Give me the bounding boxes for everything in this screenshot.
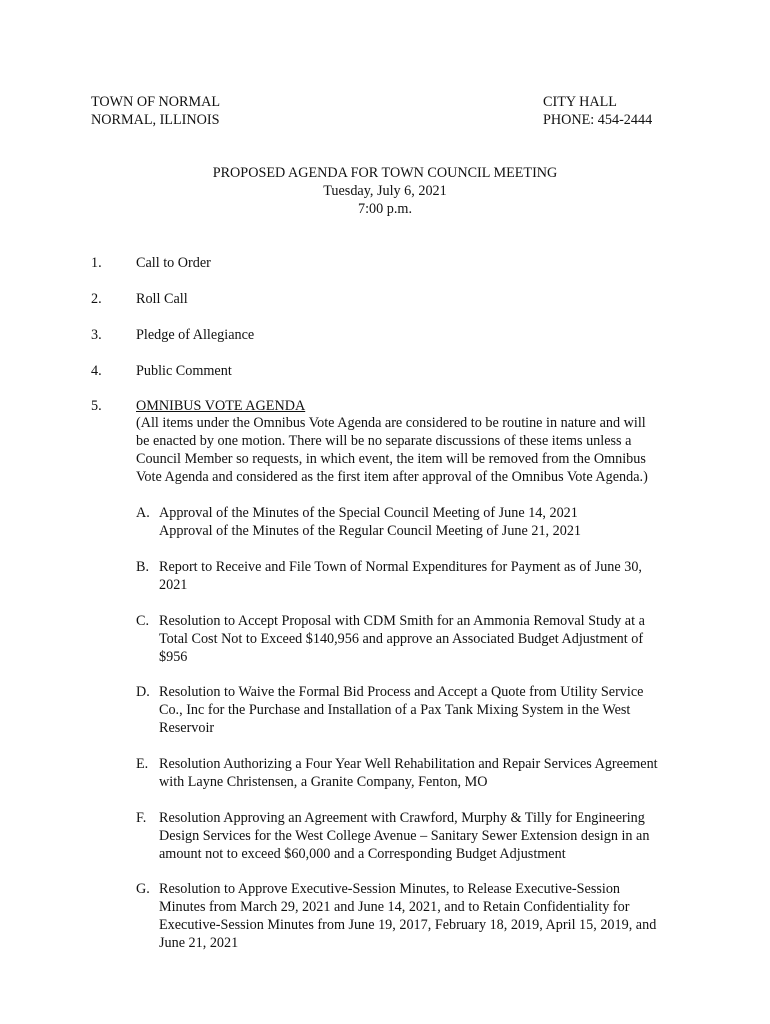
item-line: Resolution to Approve Executive-Session Minutes, to Release Executive-Session — [159, 881, 621, 897]
item-number: 4. — [91, 363, 102, 379]
description-line: (All items under the Omnibus Vote Agenda are considered to be routine in nature and will — [136, 415, 646, 431]
item-line: June 21, 2021 — [159, 935, 239, 951]
item-line: with Layne Christensen, a Granite Company, Fenton, MO — [159, 774, 488, 790]
item-line: $956 — [159, 649, 188, 665]
item-line: Resolution Approving an Agreement with Crawford, Murphy & Tilly for Engineering — [159, 810, 645, 826]
item-letter: F. — [136, 810, 147, 826]
item-text: Public Comment — [136, 363, 232, 379]
item-number: 1. — [91, 255, 102, 271]
item-line: Resolution to Waive the Formal Bid Process and Accept a Quote from Utility Service — [159, 684, 644, 700]
agenda-title-block — [0, 164, 770, 218]
item-number: 2. — [91, 291, 102, 307]
agenda-title: PROPOSED AGENDA FOR TOWN COUNCIL MEETING — [212, 165, 558, 181]
item-line: Resolution to Accept Proposal with CDM Smith for an Ammonia Removal Study at a — [159, 613, 645, 629]
item-letter: G. — [136, 881, 150, 897]
header-left — [91, 93, 220, 129]
header-right — [543, 93, 652, 129]
item-letter: A. — [136, 505, 150, 521]
item-line: Design Services for the West College Avenue – Sanitary Sewer Extension design in an — [159, 828, 650, 844]
description-line: Vote Agenda and considered as the first item after approval of the Omnibus Vote Agenda.) — [136, 469, 648, 485]
item-text: Call to Order — [136, 255, 211, 271]
item-text: Roll Call — [136, 291, 188, 307]
item-line: Co., Inc for the Purchase and Installation of a Pax Tank Mixing System in the West — [159, 702, 631, 718]
item-line: Total Cost Not to Exceed $140,956 and approve an Associated Budget Adjustment of — [159, 631, 644, 647]
item-letter: D. — [136, 684, 150, 700]
town-name: TOWN OF NORMAL — [91, 94, 221, 110]
meeting-date: Tuesday, July 6, 2021 — [323, 183, 447, 199]
office-name: CITY HALL — [543, 94, 617, 110]
item-line: Reservoir — [159, 720, 215, 736]
item-line: Executive-Session Minutes from June 19, 2017, February 18, 2019, April 15, 2019, and — [159, 917, 657, 933]
description-line: Council Member so requests, in which event, the item will be removed from the Omnibus — [136, 451, 646, 467]
item-line: 2021 — [159, 577, 188, 593]
omnibus-heading: OMNIBUS VOTE AGENDA — [136, 398, 306, 414]
item-letter: E. — [136, 756, 149, 772]
item-text: Pledge of Allegiance — [136, 327, 255, 343]
item-line: Report to Receive and File Town of Normal Expenditures for Payment as of June 30, — [159, 559, 642, 575]
description-line: be enacted by one motion. There will be no separate discussions of these items unless a — [136, 433, 632, 449]
omnibus-description — [136, 414, 681, 486]
item-line: Minutes from March 29, 2021 and June 14, 2021, and to Retain Confidentiality for — [159, 899, 630, 915]
item-letter: C. — [136, 613, 150, 629]
item-line: Resolution Authorizing a Four Year Well Rehabilitation and Repair Services Agreement — [159, 756, 658, 772]
item-letter: B. — [136, 559, 150, 575]
office-phone: PHONE: 454-2444 — [543, 112, 653, 128]
town-location: NORMAL, ILLINOIS — [91, 112, 220, 128]
item-number: 5. — [91, 398, 102, 414]
item-line: Approval of the Minutes of the Special Council Meeting of June 14, 2021 — [159, 505, 578, 521]
item-line: Approval of the Minutes of the Regular Council Meeting of June 21, 2021 — [159, 523, 582, 539]
item-line: amount not to exceed $60,000 and a Corresponding Budget Adjustment — [159, 846, 566, 862]
meeting-time: 7:00 p.m. — [358, 201, 412, 217]
item-number: 3. — [91, 327, 102, 343]
